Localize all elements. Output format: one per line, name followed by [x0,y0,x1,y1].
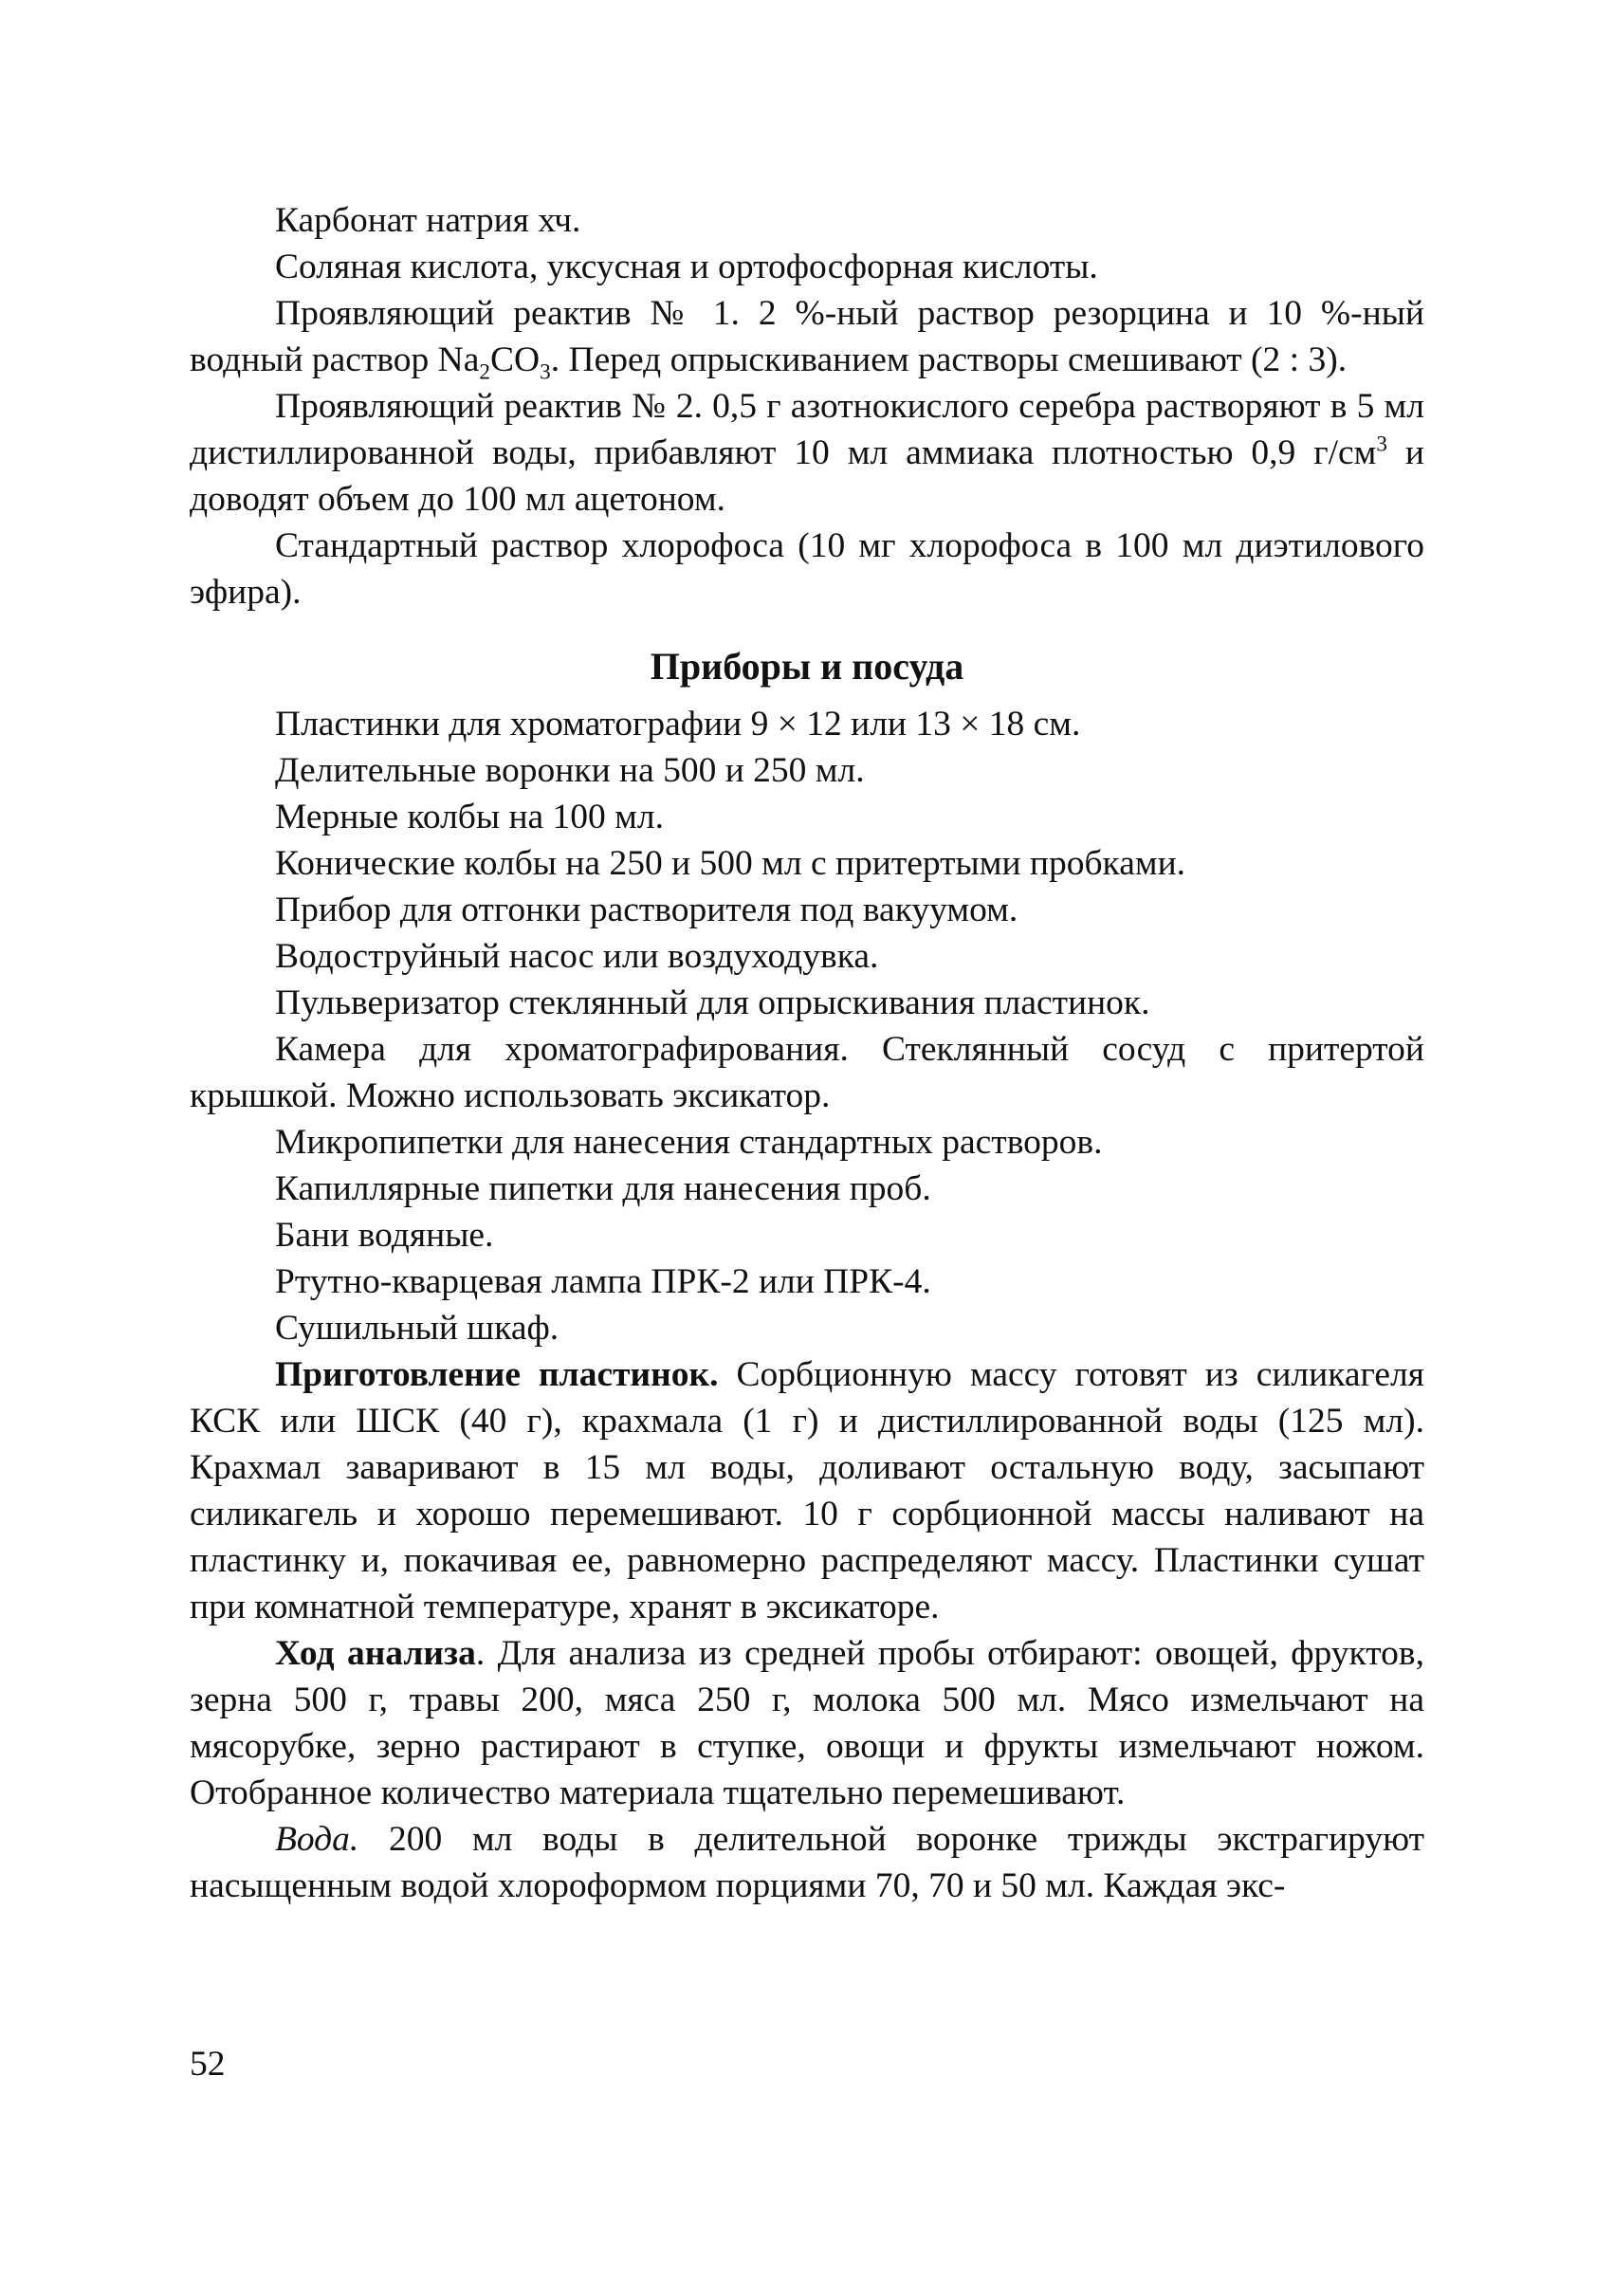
reagent-developer-1 [190,290,1424,383]
equipment-item: Пульверизатор стеклянный для опрыскивания пластинок. [275,983,1150,1022]
analysis-paragraph [190,1630,1424,1816]
reagent-developer-1-text-b: CO [490,340,541,379]
equipment-item: Водоструйный насос или воздуходувка. [275,937,879,976]
equipment-item: Пластинки для хроматографии 9 × 12 или 13 × 18 см. [275,705,1081,744]
plate-preparation-text: Сорбционную массу готовят из силикагеля КСК или ШСК (40 г), крахмала (1 г) и дистиллированной воды (125 мл). Крахмал заваривают в 15 мл воды, доливают остальную воду, засыпают силикагель и хорошо перемешивают. 10 г сорбционной массы наливают на пластинку и, покачивая ее, равномерно распределяют массу. Пластинки сушат при комнатной температуре, хранят в эксикаторе. [190,1355,1424,1626]
water-paragraph [190,1816,1424,1909]
equipment-item: Микропипетки для нанесения стандартных растворов. [275,1123,1103,1162]
reagent-developer-1-sub-2: 3 [540,359,551,385]
reagent-developer-2-text-a: Проявляющий реактив № 2. 0,5 г азотнокислого серебра растворяют в 5 мл дистиллированной воды, прибавляют 10 мл аммиака плотностью 0,9 г/см [190,387,1424,472]
reagent-developer-1-text-c: . Перед опрыскиванием растворы смешивают (2 : 3). [550,340,1348,379]
reagent-developer-2-text-b: и доводят объем до 100 мл ацетоном. [190,433,1424,519]
water-title: Вода. [275,1820,359,1859]
equipment-item: Ртутно-кварцевая лампа ПРК-2 или ПРК-4. [275,1262,931,1301]
plate-preparation-paragraph [190,1351,1424,1630]
plate-preparation-title: Приготовление пластинок. [275,1355,719,1394]
page-number: 52 [190,2045,226,2084]
equipment-item: Сушильный шкаф. [275,1309,559,1348]
reagent-developer-2 [190,383,1424,523]
equipment-item: Мерные колбы на 100 мл. [275,798,664,836]
equipment-item: Камера для хроматографирования. Стеклянный сосуд с притертой крышкой. Можно использовать эксикатор. [190,1030,1424,1115]
section-heading-equipment: Приборы и посуда [650,645,964,688]
water-text: 200 мл воды в делительной воронке трижды экстрагируют насыщенным водой хлороформом порциями 70, 70 и 50 мл. Каждая экс- [190,1820,1424,1905]
analysis-text: . Для анализа из средней пробы отбирают: овощей, фруктов, зерна 500 г, травы 200, мяса 250 г, молока 500 мл. Мясо измельчают на мясорубке, зерно растирают в ступке, овощи и фрукты измельчают ножом. Отобранное количество материала тщательно перемешивают. [190,1634,1424,1812]
reagent-acids: Соляная кислота, уксусная и ортофосфорная кислоты. [275,248,1098,286]
page-body [190,197,1424,1909]
reagent-sodium-carbonate: Карбонат натрия хч. [275,201,581,240]
reagent-developer-1-text-a: Проявляющий реактив № 1. 2 %-ный раствор резорцина и 10 %-ный водный раствор Na [190,294,1424,379]
reagent-developer-2-sup: 3 [1376,432,1387,457]
equipment-item: Конические колбы на 250 и 500 мл с притертыми пробками. [275,844,1186,883]
reagent-developer-1-sub-1: 2 [479,359,491,385]
equipment-item: Бани водяные. [275,1216,494,1255]
analysis-title: Ход анализа [275,1634,476,1673]
equipment-item: Капиллярные пипетки для нанесения проб. [275,1169,931,1208]
reagent-standard-solution: Стандартный раствор хлорофоса (10 мг хлорофоса в 100 мл диэтилового эфира). [190,526,1424,612]
equipment-item: Прибор для отгонки растворителя под вакуумом. [275,891,1018,929]
equipment-item: Делительные воронки на 500 и 250 мл. [275,751,865,790]
